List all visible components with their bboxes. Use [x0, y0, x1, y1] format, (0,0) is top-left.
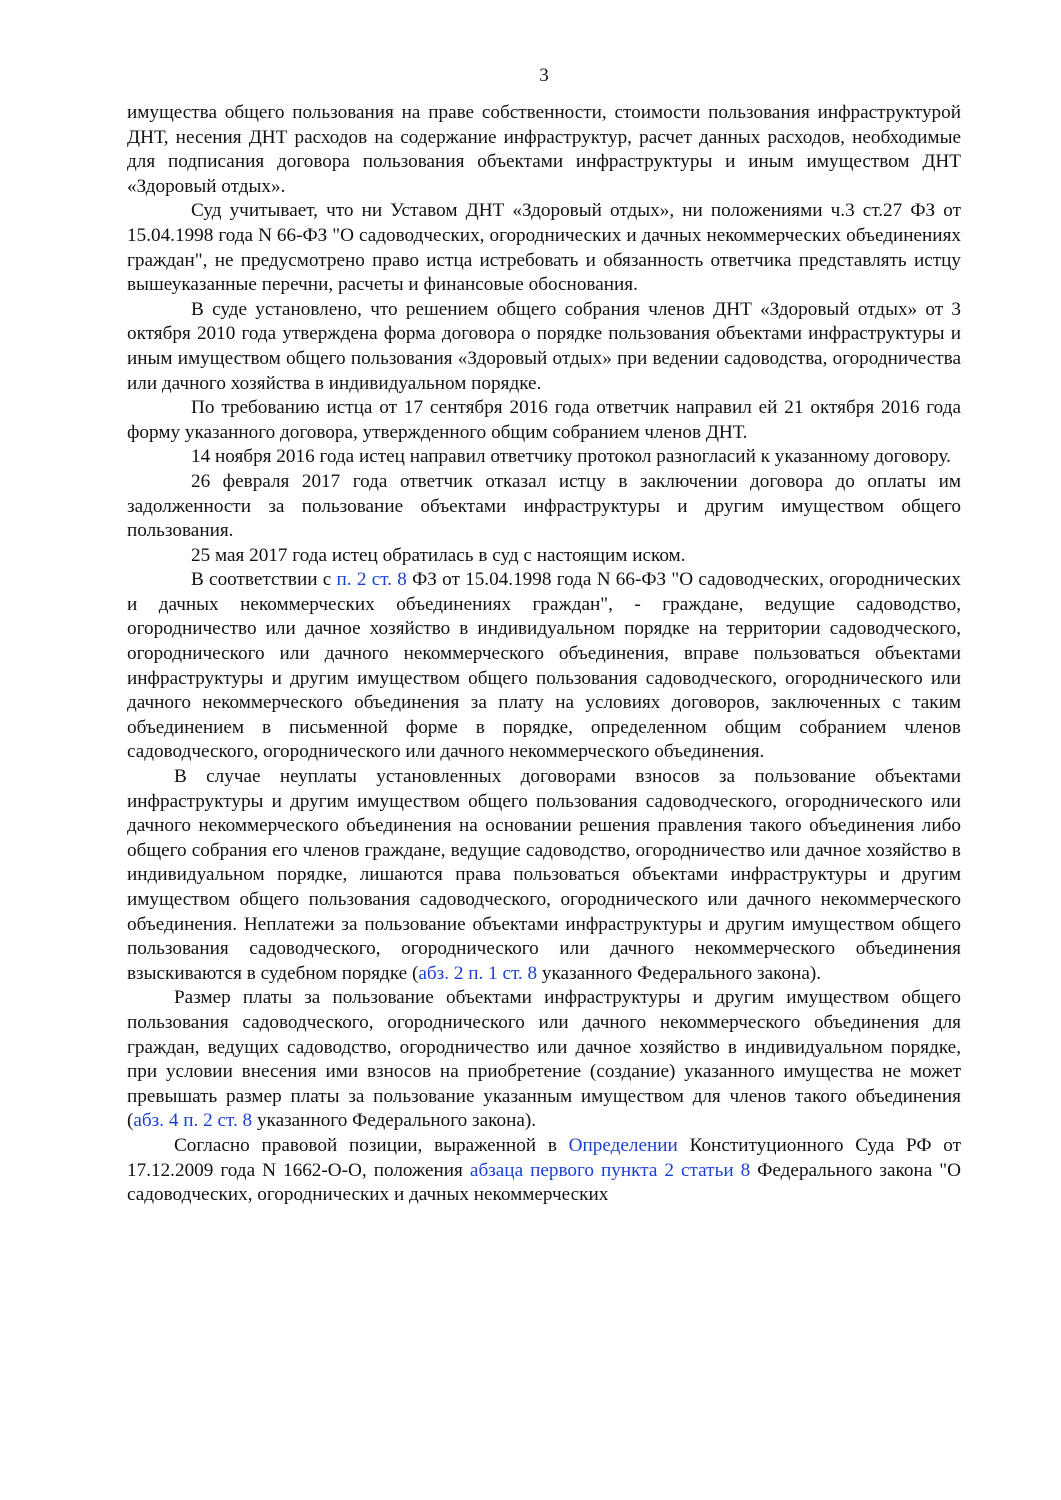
paragraph-9 — [127, 765, 961, 986]
paragraph-5: 14 ноября 2016 года истец направил ответчику протокол разногласий к указанному договору. — [191, 446, 951, 468]
paragraph-2: Суд учитывает, что ни Уставом ДНТ «Здоровый отдых», ни положениями ч.3 ст.27 ФЗ от 15.04.1998 года N 66-ФЗ "О садоводческих, огороднических и дачных некоммерческих объединениях граждан", не предусмотрено право истца истребовать и обязанность ответчика представлять истцу вышеуказанные перечни, расчеты и финансовые обоснования. — [127, 200, 961, 296]
paragraph-1: имущества общего пользования на праве собственности, стоимости пользования инфраструктурой ДНТ, несения ДНТ расходов на содержание инфраструктур, расчет данных расходов, необходимые для подписания договора пользования объектами инфраструктуры и иным имуществом ДНТ «Здоровый отдых». — [127, 102, 961, 197]
paragraph-11-text-post: Федерального закона "О садоводческих, огороднических и дачных некоммерческих — [127, 1159, 961, 1206]
paragraph-8-text-post: ФЗ от 15.04.1998 года N 66-ФЗ "О садоводческих, огороднических и дачных некоммерческих объединениях граждан", - граждане, ведущие садоводство, огородничество или дачное хозяйство в индивидуальном порядке на территории садоводческого, огороднического или дачного некоммерческого объединения, вправе пользоваться объектами инфраструктуры и другим имуществом общего пользования садоводческого, огороднического или дачного некоммерческого объединения за плату на условиях договоров, заключенных с таким объединением в письменной форме в порядке, определенном общим собранием членов садоводческого, огороднического или дачного некоммерческого объединения. — [127, 569, 961, 763]
court-ruling-link[interactable]: Определении — [568, 1134, 678, 1156]
paragraph-10 — [127, 986, 961, 1134]
law-link-abz4-p2-st8[interactable]: абз. 4 п. 2 ст. 8 — [133, 1110, 253, 1132]
law-link-abz2-p1-st8[interactable]: абз. 2 п. 1 ст. 8 — [418, 962, 538, 984]
paragraph-3: В суде установлено, что решением общего собрания членов ДНТ «Здоровый отдых» от 3 октября 2010 года утверждена форма договора о порядке пользования объектами инфраструктуры и иным имуществом общего пользования «Здоровый отдых» при ведении садоводства, огородничества или дачного хозяйства в индивидуальном порядке. — [127, 298, 961, 394]
page-number: 3 — [539, 65, 549, 86]
law-link-abz1-p2-st8[interactable]: абзаца первого пункта 2 статьи 8 — [469, 1159, 751, 1181]
paragraph-11 — [127, 1134, 961, 1208]
paragraph-11-text-mid: Конституционного Суда РФ от 17.12.2009 года N 1662-О-О, положения — [127, 1134, 961, 1181]
paragraph-8-text-pre: В соответствии с — [191, 569, 337, 591]
law-link-p2-st8[interactable]: п. 2 ст. 8 — [336, 569, 407, 591]
paragraph-4: По требованию истца от 17 сентября 2016 года ответчик направил ей 21 октября 2016 года форму указанного договора, утвержденного общим собранием членов ДНТ. — [127, 397, 961, 443]
paragraph-6: 26 февраля 2017 года ответчик отказал истцу в заключении договора до оплаты им задолженности за пользование объектами инфраструктуры и другим имуществом общего пользования. — [127, 470, 961, 542]
paragraph-11-text-pre: Согласно правовой позиции, выраженной в — [174, 1134, 569, 1156]
paragraph-10-text-pre: Размер платы за пользование объектами инфраструктуры и другим имуществом общего пользования садоводческого, огороднического или дачного некоммерческого объединения для граждан, ведущих садоводство, огородничество или дачное хозяйство в индивидуальном порядке, при условии внесения ими взносов на приобретение (создание) указанного имущества не может превышать размер платы за пользование указанным имуществом для членов такого объединения ( — [127, 987, 961, 1132]
paragraph-10-text-post: указанного Федерального закона). — [252, 1110, 537, 1132]
paragraph-9-text-pre: В случае неуплаты установленных договорами взносов за пользование объектами инфраструктуры и другим имуществом общего пользования садоводческого, огороднического или дачного некоммерческого объединения на основании решения правления такого объединения либо общего собрания его членов граждане, ведущие садоводство, огородничество или дачное хозяйство в индивидуальном порядке, лишаются права пользоваться объектами инфраструктуры и другим имуществом общего пользования садоводческого, огороднического или дачного некоммерческого объединения. Неплатежи за пользование объектами инфраструктуры и другим имуществом общего пользования садоводческого, огороднического или дачного некоммерческого объединения взыскиваются в судебном порядке ( — [127, 766, 961, 984]
paragraph-9-text-post: указанного Федерального закона). — [537, 962, 822, 984]
document-body — [127, 101, 961, 1208]
paragraph-7: 25 мая 2017 года истец обратилась в суд с настоящим иском. — [191, 544, 686, 566]
paragraph-8 — [127, 568, 961, 765]
